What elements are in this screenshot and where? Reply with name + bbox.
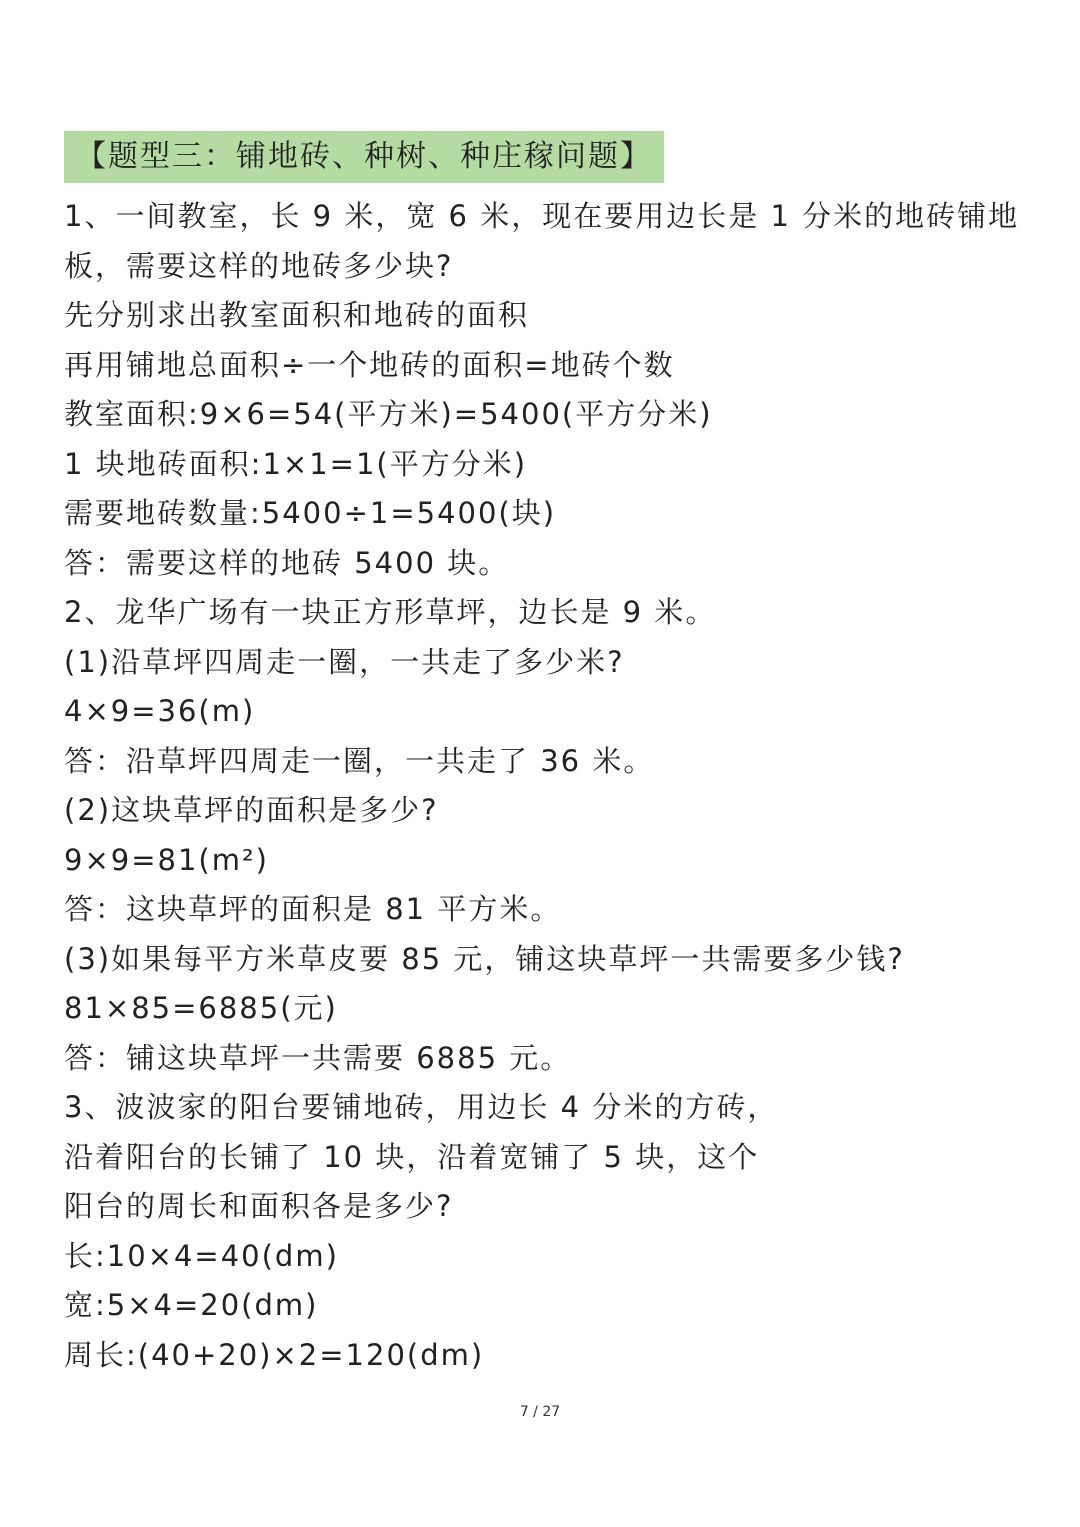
- problem-1-step-3: 需要地砖数量:5400÷1=5400(块): [64, 496, 557, 530]
- problem-1-step-1: 教室面积:9×6=54(平方米)=5400(平方分米): [64, 397, 713, 431]
- problem-1-line-1: 1、一间教室，长 9 米，宽 6 米，现在要用边长是 1 分米的地砖铺地: [64, 199, 1020, 233]
- problem-2-question-1: (1)沿草坪四周走一圈，一共走了多少米?: [64, 644, 625, 679]
- problem-1-answer: 答：需要这样的地砖 5400 块。: [64, 545, 510, 580]
- problem-3-step-2: 宽:5×4=20(dm): [64, 1288, 319, 1322]
- problem-2-answer-1: 答：沿草坪四周走一圈，一共走了 36 米。: [64, 743, 655, 778]
- problem-1-explanation-2: 再用铺地总面积÷一个地砖的面积=地砖个数: [64, 347, 675, 382]
- section-heading: 【题型三：铺地砖、种树、种庄稼问题】: [64, 131, 664, 183]
- problem-3-line-3: 阳台的周长和面积各是多少?: [64, 1189, 454, 1223]
- document-body: [64, 192, 1044, 1380]
- problem-2-step-1: 4×9=36(m): [64, 694, 256, 728]
- problem-2-answer-2: 答：这块草坪的面积是 81 平方米。: [64, 892, 562, 926]
- problem-2-question-3: (3)如果每平方米草皮要 85 元，铺这块草坪一共需要多少钱?: [64, 941, 905, 976]
- problem-1-step-2: 1 块地砖面积:1×1=1(平方分米): [64, 446, 528, 481]
- problem-3-line-2: 沿着阳台的长铺了 10 块，沿着宽铺了 5 块，这个: [64, 1139, 760, 1174]
- problem-2-question-2: (2)这块草坪的面积是多少?: [64, 793, 439, 827]
- problem-3-step-1: 长:10×4=40(dm): [64, 1238, 339, 1273]
- problem-3-step-3: 周长:(40+20)×2=120(dm): [64, 1337, 485, 1372]
- problem-2-step-3: 81×85=6885(元): [64, 991, 338, 1025]
- problem-1-line-2: 板，需要这样的地砖多少块?: [64, 248, 454, 283]
- problem-1-explanation-1: 先分别求出教室面积和地砖的面积: [64, 298, 530, 332]
- problem-2-step-2: 9×9=81(m²): [64, 842, 269, 877]
- problem-2-answer-3: 答：铺这块草坪一共需要 6885 元。: [64, 1040, 572, 1075]
- problem-3-line-1: 3、波波家的阳台要铺地砖，用边长 4 分米的方砖，: [64, 1090, 779, 1124]
- page-number: 7 / 27: [519, 1404, 561, 1420]
- problem-2-statement: 2、龙华广场有一块正方形草坪，边长是 9 米。: [64, 595, 717, 629]
